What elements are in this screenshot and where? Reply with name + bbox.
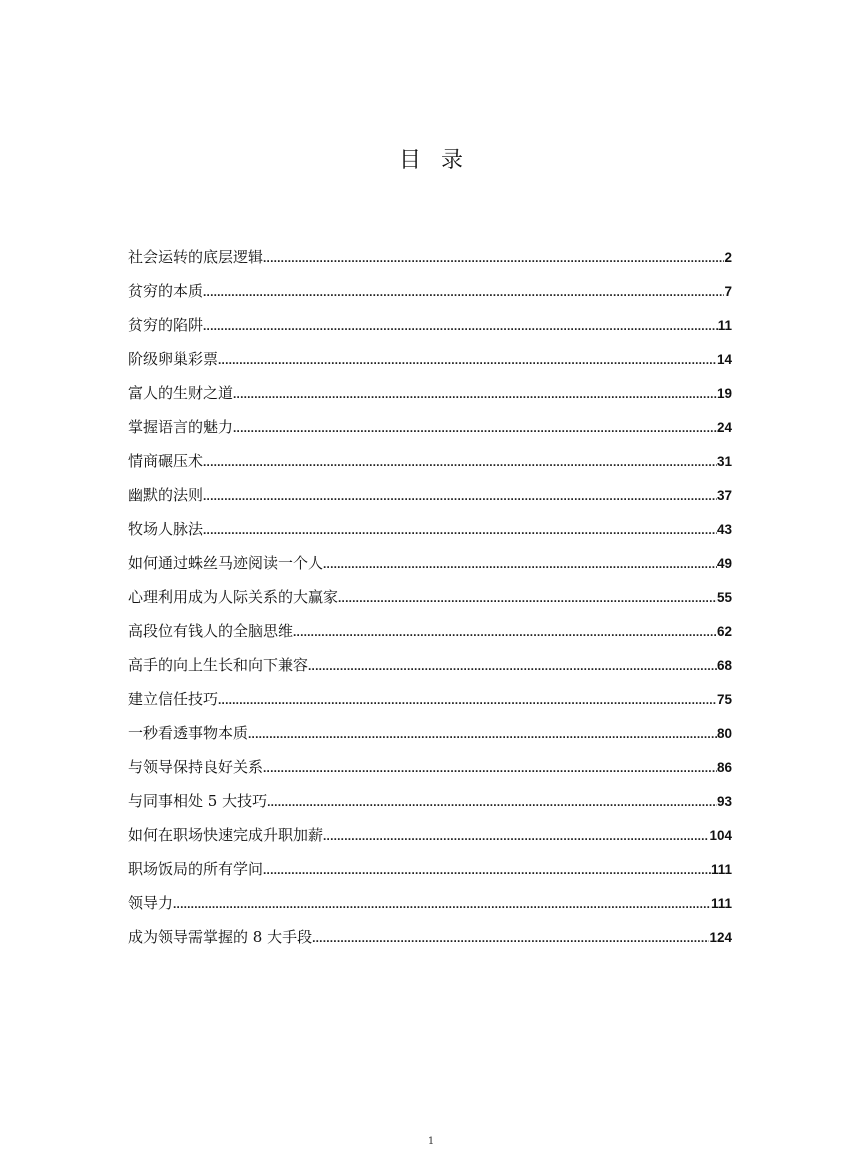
toc-entry-title: 如何通过蛛丝马迹阅读一个人 xyxy=(128,554,324,572)
toc-entry-page: 111 xyxy=(710,896,732,911)
toc-entry-title: 建立信任技巧 xyxy=(128,690,219,708)
toc-entry-title: 掌握语言的魅力 xyxy=(128,418,234,436)
toc-dot-leader xyxy=(203,313,718,339)
toc-entry[interactable] xyxy=(128,244,732,278)
toc-entry-title: 富人的生财之道 xyxy=(128,384,234,402)
toc-entry-title: 心理利用成为人际关系的大赢家 xyxy=(128,588,339,606)
toc-entry[interactable] xyxy=(128,856,732,890)
toc-entry-page: 111 xyxy=(710,862,732,877)
toc-entry-title: 与同事相处 5 大技巧 xyxy=(128,792,268,810)
toc-entry-page: 75 xyxy=(716,692,732,707)
toc-entry-title: 情商碾压术 xyxy=(128,452,204,470)
toc-entry[interactable] xyxy=(128,278,732,312)
toc-entry-title: 如何在职场快速完成升职加薪 xyxy=(128,826,324,844)
toc-entry-title: 社会运转的底层逻辑 xyxy=(128,248,264,266)
toc-entry[interactable] xyxy=(128,346,732,380)
toc-entry-page: 86 xyxy=(716,760,732,775)
toc-entry-page: 55 xyxy=(716,590,732,605)
toc-dot-leader xyxy=(263,245,724,271)
toc-entry[interactable] xyxy=(128,788,732,822)
toc-dot-leader xyxy=(218,347,717,373)
page-number: 1 xyxy=(427,1136,435,1147)
toc-dot-leader xyxy=(308,653,717,679)
toc-dot-leader xyxy=(338,585,717,611)
toc-entry-title: 高手的向上生长和向下兼容 xyxy=(128,656,309,674)
toc-entry[interactable] xyxy=(128,516,732,550)
toc-entry[interactable] xyxy=(128,312,732,346)
toc-dot-leader xyxy=(293,619,717,645)
toc-entry-page: 124 xyxy=(709,930,732,945)
toc-dot-leader xyxy=(248,721,717,747)
toc-entry-page: 43 xyxy=(716,522,732,537)
toc-entry-title: 一秒看透事物本质 xyxy=(128,724,249,742)
toc-entry[interactable] xyxy=(128,686,732,720)
toc-entry-page: 14 xyxy=(716,352,732,367)
toc-dot-leader xyxy=(203,517,717,543)
toc-dot-leader xyxy=(267,789,717,815)
toc-entry-title: 职场饭局的所有学问 xyxy=(128,860,264,878)
toc-entry[interactable] xyxy=(128,618,732,652)
toc-entry-page: 80 xyxy=(716,726,732,741)
toc-dot-leader xyxy=(233,381,717,407)
toc-dot-leader xyxy=(233,415,717,441)
toc-dot-leader xyxy=(203,483,717,509)
toc-dot-leader xyxy=(323,823,709,849)
toc-dot-leader xyxy=(263,755,717,781)
toc-entry-page: 19 xyxy=(716,386,732,401)
toc-entry[interactable] xyxy=(128,550,732,584)
toc-entry-title: 贫穷的陷阱 xyxy=(128,316,204,334)
toc-entry-title: 与领导保持良好关系 xyxy=(128,758,264,776)
toc-entry-page: 24 xyxy=(716,420,732,435)
toc-dot-leader xyxy=(312,925,709,951)
toc-entry[interactable] xyxy=(128,448,732,482)
toc-entry[interactable] xyxy=(128,652,732,686)
toc-entry[interactable] xyxy=(128,822,732,856)
toc-entry-title: 贫穷的本质 xyxy=(128,282,204,300)
toc-entry[interactable] xyxy=(128,482,732,516)
toc-entry-title: 高段位有钱人的全脑思维 xyxy=(128,622,294,640)
toc-dot-leader xyxy=(203,279,724,305)
toc-entry-title: 成为领导需掌握的 8 大手段 xyxy=(128,928,313,946)
table-of-contents xyxy=(128,244,732,958)
page-title: 目录 xyxy=(398,148,483,173)
toc-entry[interactable] xyxy=(128,720,732,754)
toc-entry-page: 11 xyxy=(717,318,732,333)
toc-entry[interactable] xyxy=(128,754,732,788)
toc-entry[interactable] xyxy=(128,380,732,414)
toc-dot-leader xyxy=(263,857,711,883)
toc-entry[interactable] xyxy=(128,924,732,958)
toc-entry-title: 牧场人脉法 xyxy=(128,520,204,538)
toc-entry[interactable] xyxy=(128,890,732,924)
toc-entry-title: 阶级卵巢彩票 xyxy=(128,350,219,368)
toc-entry-page: 7 xyxy=(724,284,732,299)
toc-entry-page: 49 xyxy=(716,556,732,571)
toc-entry-title: 领导力 xyxy=(128,894,174,912)
toc-entry[interactable] xyxy=(128,584,732,618)
toc-dot-leader xyxy=(203,449,717,475)
toc-entry[interactable] xyxy=(128,414,732,448)
toc-entry-title: 幽默的法则 xyxy=(128,486,204,504)
toc-entry-page: 2 xyxy=(724,250,732,265)
toc-dot-leader xyxy=(173,891,711,917)
toc-dot-leader xyxy=(323,551,717,577)
toc-entry-page: 104 xyxy=(709,828,732,843)
toc-entry-page: 37 xyxy=(716,488,732,503)
toc-entry-page: 93 xyxy=(716,794,732,809)
toc-entry-page: 31 xyxy=(716,454,732,469)
toc-dot-leader xyxy=(218,687,717,713)
toc-entry-page: 68 xyxy=(716,658,732,673)
toc-entry-page: 62 xyxy=(716,624,732,639)
